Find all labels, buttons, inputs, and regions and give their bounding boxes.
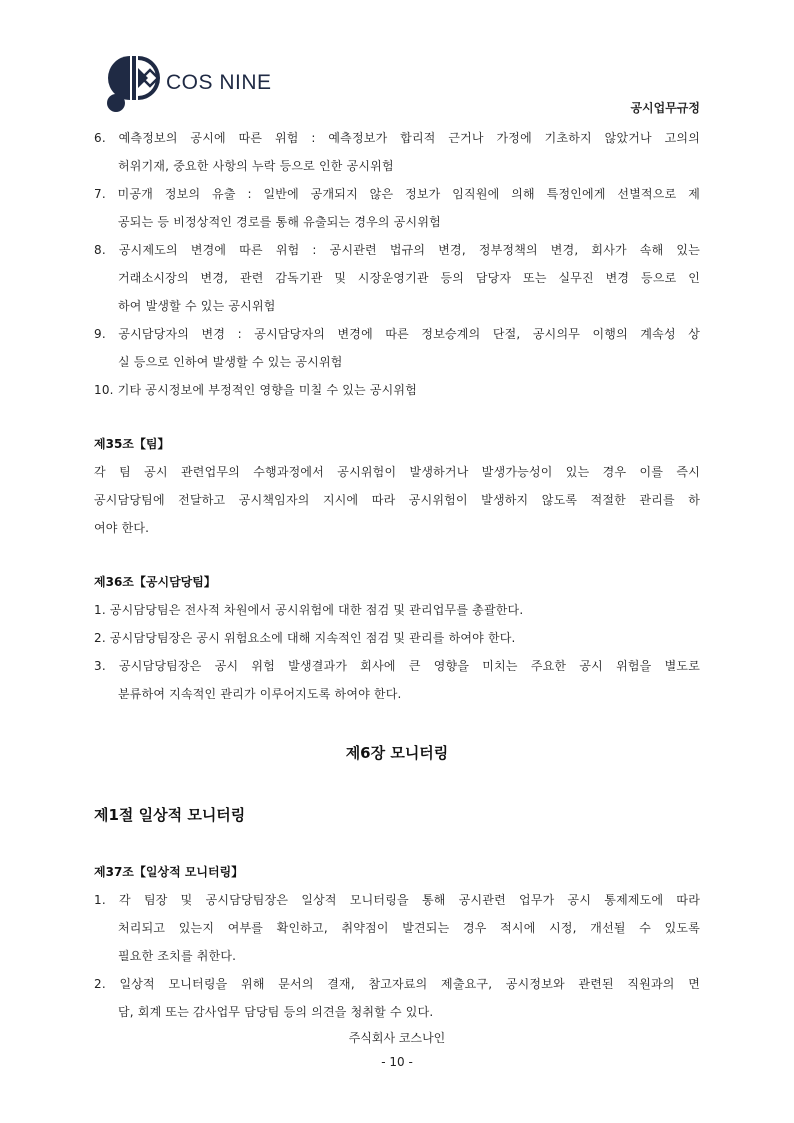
item-7-line-1: 7. 미공개 정보의 유출 : 일반에 공개되지 않은 정보가 임직원에 의해 특정인에게 선별적으로 제 bbox=[94, 187, 700, 201]
article-37-para-2-line-2: 담, 회계 또는 감사업무 담당팀 등의 의견을 청취할 수 있다. bbox=[118, 1005, 434, 1019]
item-9-line-2: 실 등으로 인하여 발생할 수 있는 공시위험 bbox=[118, 355, 343, 369]
article-37-para-1-line-2: 처리되고 있는지 여부를 확인하고, 취약점이 발견되는 경우 적시에 시정, 개선될 수 있도록 bbox=[118, 921, 700, 935]
article-35-line-1: 각 팀 공시 관련업무의 수행과정에서 공시위험이 발생하거나 발생가능성이 있는 경우 이를 즉시 bbox=[94, 465, 700, 479]
item-6-line-2: 허위기재, 중요한 사항의 누락 등으로 인한 공시위험 bbox=[118, 159, 394, 173]
item-6-line-1: 6. 예측정보의 공시에 따른 위험 : 예측정보가 합리적 근거나 가정에 기초하지 않았거나 고의의 bbox=[94, 131, 700, 145]
chapter-6-title: 제6장 모니터링 bbox=[345, 744, 449, 762]
article-36-title: 제36조【공시담당팀】 bbox=[94, 575, 216, 589]
article-36-para-3-line-2: 분류하여 지속적인 관리가 이루어지도록 하여야 한다. bbox=[118, 687, 402, 701]
item-8-line-3: 하여 발생할 수 있는 공시위험 bbox=[118, 299, 276, 313]
item-8-line-2: 거래소시장의 변경, 관련 감독기관 및 시장운영기관 등의 담당자 또는 실무진 변경 등으로 인 bbox=[118, 271, 700, 285]
item-8-line-1: 8. 공시제도의 변경에 따른 위험 : 공시관련 법규의 변경, 정부정책의 변경, 회사가 속해 있는 bbox=[94, 243, 700, 257]
page-number: - 10 - bbox=[381, 1055, 413, 1069]
footer-company-name: 주식회사 코스나인 bbox=[348, 1031, 446, 1045]
logo-text: COS NINE bbox=[166, 71, 272, 94]
article-37-para-1-line-1: 1. 각 팀장 및 공시담당팀장은 일상적 모니터링을 통해 공시관련 업무가 공시 통제제도에 따라 bbox=[94, 893, 700, 907]
article-36-para-3-line-1: 3. 공시담당팀장은 공시 위험 발생결과가 회사에 큰 영향을 미치는 주요한 공시 위험을 별도로 bbox=[94, 659, 700, 673]
article-36-para-2: 2. 공시담당팀장은 공시 위험요소에 대해 지속적인 점검 및 관리를 하여야 한다. bbox=[94, 631, 516, 645]
article-37-para-2-line-1: 2. 일상적 모니터링을 위해 문서의 결재, 참고자료의 제출요구, 공시정보와 관련된 직원과의 면 bbox=[94, 977, 700, 991]
article-35-title: 제35조【팀】 bbox=[94, 437, 170, 451]
article-37-title: 제37조【일상적 모니터링】 bbox=[94, 865, 244, 879]
item-9-line-1: 9. 공시담당자의 변경 : 공시담당자의 변경에 따른 정보승계의 단절, 공시의무 이행의 계속성 상 bbox=[94, 327, 700, 341]
article-37-para-1-line-3: 필요한 조치를 취한다. bbox=[118, 949, 237, 963]
item-10-line-1: 10. 기타 공시정보에 부정적인 영향을 미칠 수 있는 공시위험 bbox=[94, 383, 418, 397]
article-35-line-2: 공시담당팀에 전달하고 공시책임자의 지시에 따라 공시위험이 발생하지 않도록 적절한 관리를 하 bbox=[94, 493, 700, 507]
document-title: 공시업무규정 bbox=[630, 101, 700, 115]
item-7-line-2: 공되는 등 비정상적인 경로를 통해 유출되는 경우의 공시위험 bbox=[118, 215, 441, 229]
section-1-title: 제1절 일상적 모니터링 bbox=[94, 806, 246, 824]
article-36-para-1: 1. 공시담당팀은 전사적 차원에서 공시위험에 대한 점검 및 관리업무를 총괄한다. bbox=[94, 603, 524, 617]
article-35-line-3: 여야 한다. bbox=[94, 521, 150, 535]
